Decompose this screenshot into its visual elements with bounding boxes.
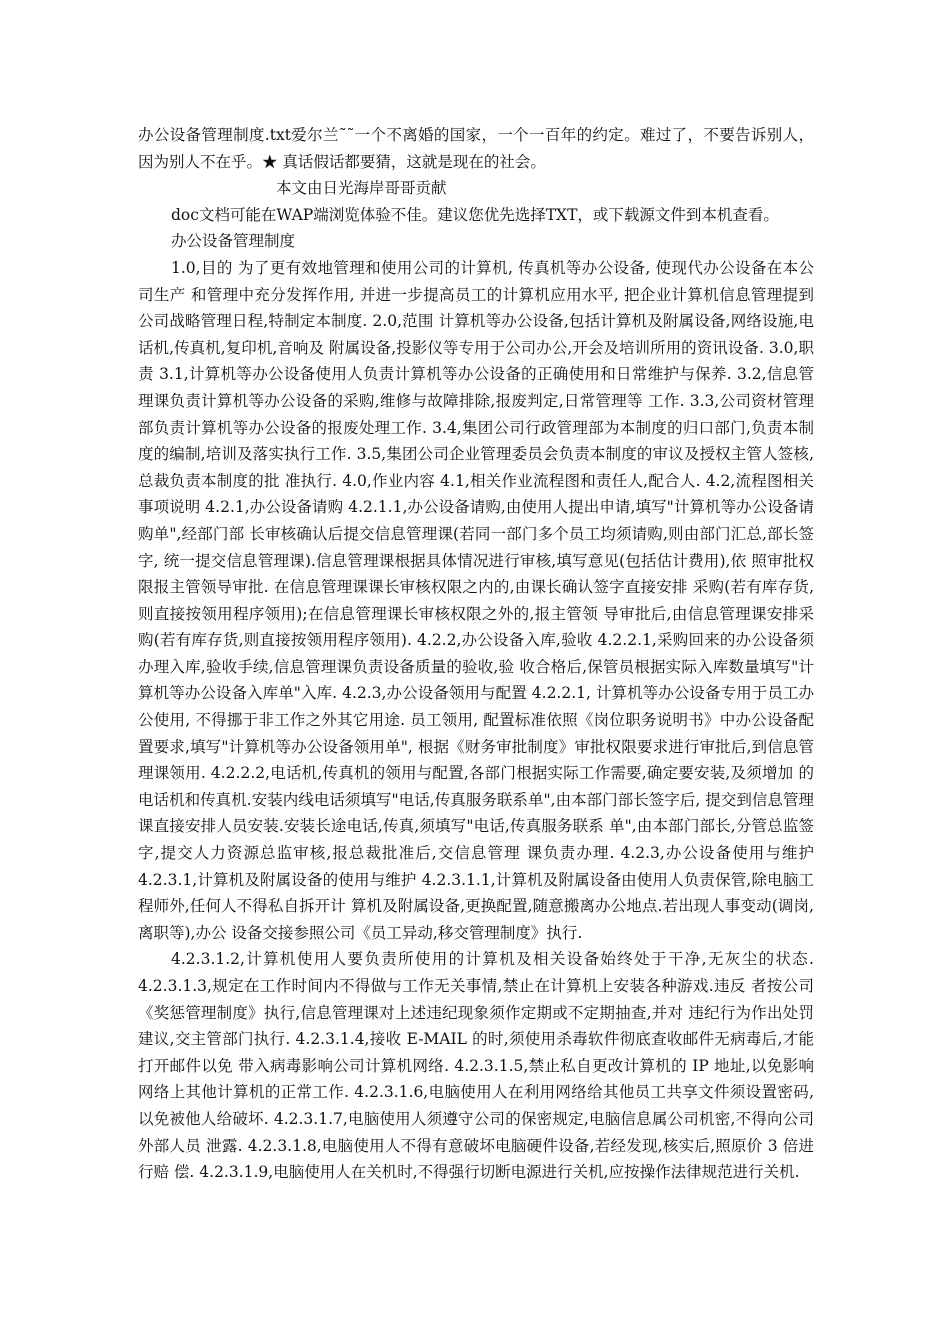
body-paragraph-2: 4.2.3.1.2,计算机使用人要负责所使用的计算机及相关设备始终处于干净,无灰尘的状态. 4.2.3.1.3,规定在工作时间内不得做与工作无关事情,禁止在计算机上安装各种游戏.违反 者按公司《奖惩管理制度》执行,信息管理课对上述违纪现象须作定期或不定期抽查,并对 违纪行为作出处罚建议,交主管部门执行. 4.2.3.1.4,接收 E-MAIL 的时,须使用杀毒软件彻底查收邮件无病毒后,才能打开邮件以免 带入病毒影响公司计算机网络. 4.2.3.1.5,禁止私自更改计算机的 IP 地址,以免影响网络上其他计算机的正常工作. 4.2.3.1.6,电脑使用人在利用网络给其他员工共享文件须设置密码,以免被他人给破坏. 4.2.3.1.7,电脑使用人须遵守公司的保密规定,电脑信息属公司机密,不得向公司外部人员 泄露. 4.2.3.1.8,电脑使用人不得有意破坏电脑硬件设备,若经发现,核实后,照原价 3 倍进行赔 偿. 4.2.3.1.9,电脑使用人在关机时,不得强行切断电源进行关机,应按操作法律规范进行关机. (138, 950, 814, 1182)
notice-line: doc文档可能在WAP端浏览体验不佳。建议您优先选择TXT，或下载源文件到本机查看。 (171, 205, 779, 224)
body-paragraph-1: 1.0,目的 为了更有效地管理和使用公司的计算机, 传真机等办公设备, 使现代办公设备在本公司生产 和管理中充分发挥作用, 并进一步提高员工的计算机应用水平, 把企业计算机信息管理提到 公司战略管理日程,特制定本制度. 2.0,范围 计算机等办公设备,包括计算机及附属设备,网络设施,电话机,传真机,复印机,音响及 附属设备,投影仪等专用于公司办公,开会及培训所用的资讯设备. 3.0,职责 3.1,计算机等办公设备使用人负责计算机等办公设备的正确使用和日常维护与保养. 3.2,信息管理课负责计算机等办公设备的采购,维修与故障排除,报废判定,日常管理等 工作. 3.3,公司资材管理部负责计算机等办公设备的报废处理工作. 3.4,集团公司行政管理部为本制度的归口部门,负责本制度的编制,培训及落实执行工作. 3.5,集团公司企业管理委员会负责本制度的审议及授权主管人签核,总裁负责本制度的批 准执行. 4.0,作业内容 4.1,相关作业流程图和责任人,配合人. 4.2,流程图相关事项说明 4.2.1,办公设备请购 4.2.1.1,办公设备请购,由使用人提出申请,填写"计算机等办公设备请购单",经部门部 长审核确认后提交信息管理课(若同一部门多个员工均须请购,则由部门汇总,部长签字, 统一提交信息管理课).信息管理课根据具体情况进行审核,填写意见(包括估计费用),依 照审批权限报主管领导审批. 在信息管理课课长审核权限之内的,由课长确认签字直接安排 采购(若有库存货,则直接按领用程序领用);在信息管理课长审核权限之外的,报主管领 导审批后,由信息管理课安排采购(若有库存货,则直接按领用程序领用). 4.2.2,办公设备入库,验收 4.2.2.1,采购回来的办公设备须办理入库,验收手续,信息管理课负责设备质量的验收,验 收合格后,保管员根据实际入库数量填写"计算机等办公设备入库单"入库. 4.2.3,办公设备领用与配置 4.2.2.1, 计算机等办公设备专用于员工办公使用, 不得挪于非工作之外其它用途. 员工领用, 配置标准依照《岗位职务说明书》中办公设备配置要求,填写"计算机等办公设备领用单", 根据《财务审批制度》审批权限要求进行审批后,到信息管理课领用. 4.2.2.2,电话机,传真机的领用与配置,各部门根据实际工作需要,确定要安装,及须增加 的电话机和传真机.安装内线电话须填写"电话,传真服务联系单",由本部门部长签字后, 提交到信息管理课直接安排人员安装.安装长途电话,传真,须填写"电话,传真服务联系 单",由本部门部长,分管总监签字,提交人力资源总监审核,报总裁批准后,交信息管理 课负责办理. 4.2.3,办公设备使用与维护 4.2.3.1,计算机及附属设备的使用与维护 4.2.3.1.1,计算机及附属设备由使用人负责保管,除电脑工程师外,任何人不得私自拆开计 算机及附属设备,更换配置,随意搬离办公地点.若出现人事变动(调岗,离职等),办公 设备交接参照公司《员工异动,移交管理制度》执行. (138, 258, 814, 942)
header-line: 办公设备管理制度.txt爱尔兰˜˜一个不离婚的国家，一个一百年的约定。难过了，不要告诉别人，因为别人不在乎。★ 真话假话都要猜，这就是现在的社会。 (138, 126, 814, 171)
document-page (138, 122, 814, 1186)
document-title: 办公设备管理制度 (171, 232, 296, 251)
credit-line: 本文由日光海岸哥哥贡献 (276, 179, 447, 198)
